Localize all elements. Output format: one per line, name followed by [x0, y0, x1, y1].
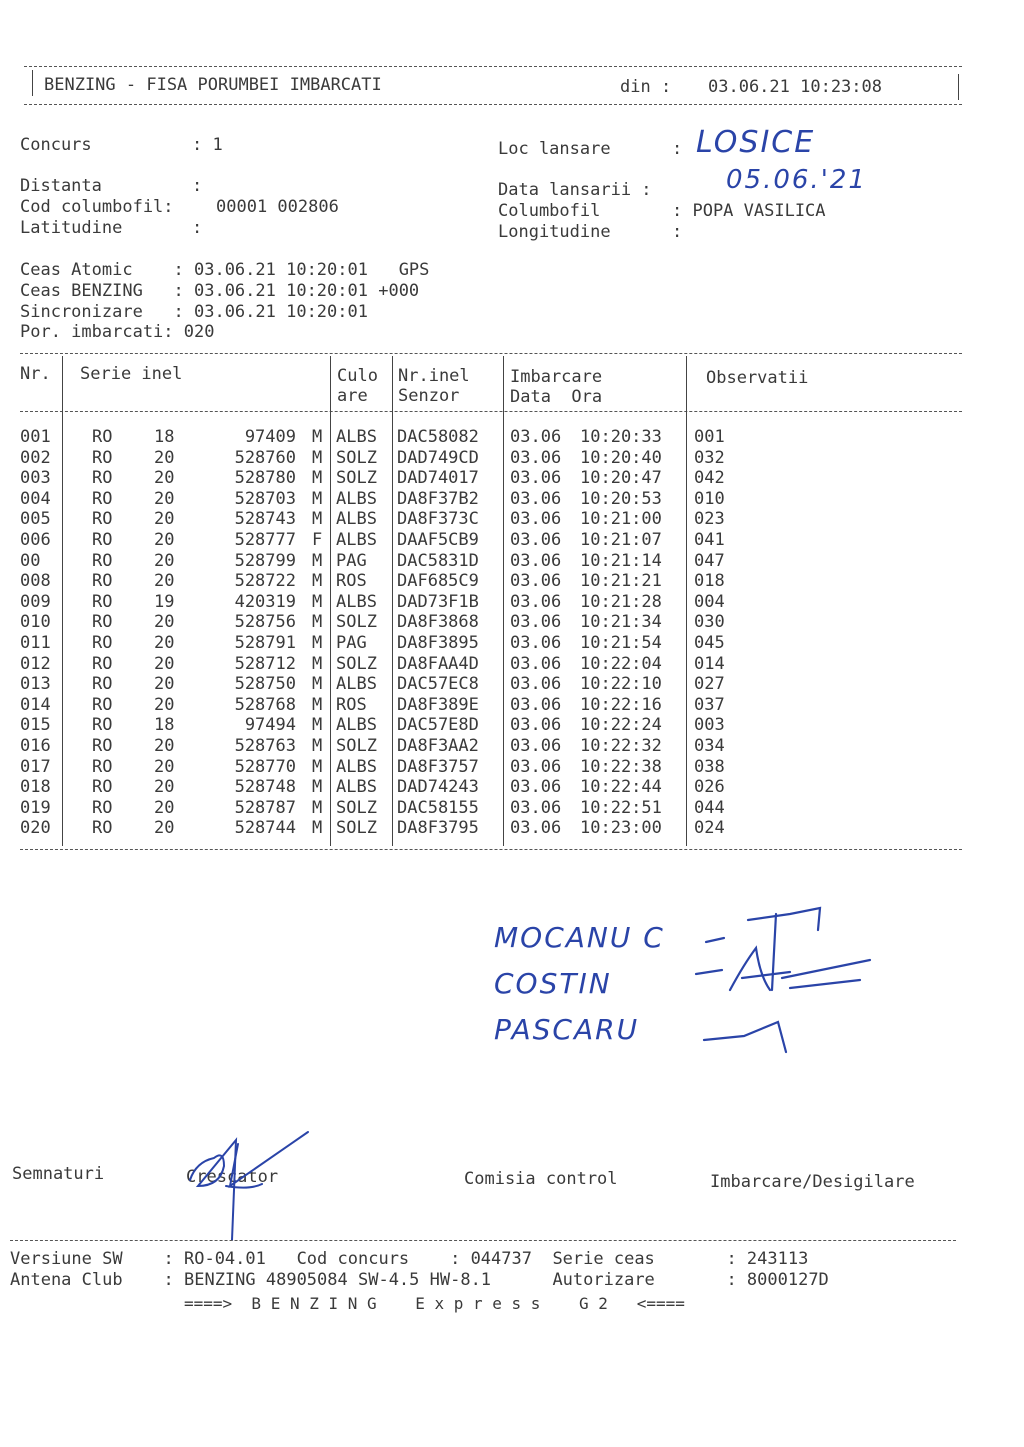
row-sensor: DAD74017 [397, 468, 479, 489]
row-time: 10:20:40 [580, 447, 662, 468]
row-date: 03.06 [510, 756, 562, 777]
ceas-benzing-line: Ceas BENZING : 03.06.21 10:20:01 +000 [20, 281, 420, 301]
row-sex: M [312, 468, 323, 489]
row-time: 10:20:33 [580, 427, 662, 447]
row-sex: M [312, 674, 323, 695]
row-color: ALBS [336, 488, 377, 509]
row-observation: 037 [694, 694, 725, 715]
concurs-value: : 1 [192, 135, 223, 155]
row-sensor: DAC5831D [397, 550, 479, 571]
row-ring-number: 420319 [234, 591, 296, 612]
row-country: RO [92, 797, 113, 818]
row-sex: F [312, 530, 323, 550]
footer-line-1: Versiune SW : RO-04.01 Cod concurs : 044737 Serie ceas : 243113 [10, 1249, 809, 1269]
semnaturi-label: Semnaturi [12, 1164, 105, 1184]
row-year: 20 [154, 736, 175, 756]
row-ring-number: 528777 [234, 530, 296, 550]
row-observation: 030 [694, 612, 725, 633]
footer-rule [10, 1240, 956, 1241]
row-nr: 009 [20, 591, 51, 612]
row-color: ALBS [336, 674, 377, 695]
row-ring-number: 528743 [234, 509, 296, 530]
row-sex: M [312, 797, 323, 818]
row-color: SOLZ [336, 653, 377, 674]
row-year: 20 [154, 612, 175, 633]
row-year: 20 [154, 633, 175, 653]
row-country: RO [92, 509, 113, 530]
print-date-label: din : [620, 77, 672, 97]
handwritten-name-1: MOCANU C [494, 921, 665, 954]
row-year: 18 [154, 715, 175, 736]
longitudine-label: Longitudine [498, 222, 611, 242]
row-observation: 041 [694, 530, 725, 550]
data-lansarii-handwritten: 05.06.'21 [726, 165, 867, 195]
row-time: 10:21:00 [580, 509, 662, 530]
row-year: 20 [154, 694, 175, 715]
row-color: ALBS [336, 509, 377, 530]
row-color: SOLZ [336, 797, 377, 818]
row-year: 20 [154, 674, 175, 695]
row-sensor: DA8F3868 [397, 612, 479, 633]
row-nr: 020 [20, 818, 51, 839]
row-date: 03.06 [510, 633, 562, 653]
row-color: ALBS [336, 530, 377, 550]
sincronizare-line: Sincronizare : 03.06.21 10:20:01 [20, 302, 368, 322]
row-country: RO [92, 550, 113, 571]
row-sensor: DA8FAA4D [397, 653, 479, 674]
row-ring-number: 528744 [234, 818, 296, 839]
row-nr: 008 [20, 571, 51, 592]
cod-columbofil-label: Cod columbofil: [20, 197, 174, 217]
latitudine-label: Latitudine [20, 218, 123, 238]
row-sex: M [312, 447, 323, 468]
row-observation: 042 [694, 468, 725, 489]
row-country: RO [92, 530, 113, 550]
row-year: 20 [154, 447, 175, 468]
row-time: 10:21:07 [580, 530, 662, 550]
row-observation: 026 [694, 777, 725, 798]
row-year: 20 [154, 797, 175, 818]
row-time: 10:22:10 [580, 674, 662, 695]
distanta-value: : [192, 176, 203, 196]
row-time: 10:22:24 [580, 715, 662, 736]
row-sensor: DA8F3AA2 [397, 736, 479, 756]
row-ring-number: 528768 [234, 694, 296, 715]
row-sensor: DA8F3795 [397, 818, 479, 839]
row-observation: 014 [694, 653, 725, 674]
row-observation: 034 [694, 736, 725, 756]
row-sex: M [312, 509, 323, 530]
row-color: ROS [336, 694, 367, 715]
row-observation: 047 [694, 550, 725, 571]
comisia-control-label: Comisia control [464, 1169, 618, 1189]
row-date: 03.06 [510, 488, 562, 509]
row-date: 03.06 [510, 797, 562, 818]
print-date-value: 03.06.21 10:23:08 [708, 77, 882, 97]
row-date: 03.06 [510, 447, 562, 468]
row-year: 19 [154, 591, 175, 612]
row-nr: 010 [20, 612, 51, 633]
col-header-observatii: Observatii [706, 368, 809, 388]
loc-lansare-colon: : [672, 139, 683, 159]
row-time: 10:22:38 [580, 756, 662, 777]
row-nr: 014 [20, 694, 51, 715]
row-ring-number: 528780 [234, 468, 296, 489]
row-sensor: DAD74243 [397, 777, 479, 798]
row-time: 10:22:44 [580, 777, 662, 798]
row-time: 10:22:51 [580, 797, 662, 818]
col-header-culoare-1: Culo [337, 366, 378, 386]
row-color: ALBS [336, 777, 377, 798]
handwritten-name-3: PASCARU [494, 1013, 640, 1046]
row-date: 03.06 [510, 468, 562, 489]
columbofil-value: : POPA VASILICA [672, 201, 826, 221]
row-sex: M [312, 571, 323, 592]
row-country: RO [92, 633, 113, 653]
row-year: 20 [154, 530, 175, 550]
row-color: PAG [336, 550, 367, 571]
col-header-serie: Serie inel [80, 364, 183, 384]
row-time: 10:22:16 [580, 694, 662, 715]
row-color: SOLZ [336, 736, 377, 756]
row-nr: 019 [20, 797, 51, 818]
row-year: 18 [154, 427, 175, 447]
row-country: RO [92, 715, 113, 736]
row-ring-number: 528791 [234, 633, 296, 653]
row-sensor: DAF685C9 [397, 571, 479, 592]
row-ring-number: 528756 [234, 612, 296, 633]
row-year: 20 [154, 653, 175, 674]
row-country: RO [92, 427, 113, 447]
row-sex: M [312, 715, 323, 736]
row-date: 03.06 [510, 694, 562, 715]
row-year: 20 [154, 488, 175, 509]
row-nr: 017 [20, 756, 51, 777]
loc-lansare-label: Loc lansare [498, 139, 611, 159]
row-time: 10:21:34 [580, 612, 662, 633]
row-ring-number: 528703 [234, 488, 296, 509]
data-lansarii-label: Data lansarii : [498, 180, 652, 200]
row-date: 03.06 [510, 674, 562, 695]
row-sex: M [312, 550, 323, 571]
row-time: 10:22:04 [580, 653, 662, 674]
row-date: 03.06 [510, 736, 562, 756]
row-observation: 004 [694, 591, 725, 612]
ceas-atomic-line: Ceas Atomic : 03.06.21 10:20:01 GPS [20, 260, 430, 280]
row-observation: 001 [694, 427, 725, 447]
row-observation: 032 [694, 447, 725, 468]
row-observation: 045 [694, 633, 725, 653]
row-nr: 00 [20, 550, 41, 571]
row-ring-number: 528787 [234, 797, 296, 818]
row-sensor: DA8F3895 [397, 633, 479, 653]
row-observation: 018 [694, 571, 725, 592]
row-sex: M [312, 818, 323, 839]
row-nr: 015 [20, 715, 51, 736]
row-country: RO [92, 674, 113, 695]
row-country: RO [92, 777, 113, 798]
row-color: ALBS [336, 756, 377, 777]
row-ring-number: 528712 [234, 653, 296, 674]
col-header-imbarcare-1: Imbarcare [510, 367, 603, 387]
row-sensor: DAC57E8D [397, 715, 479, 736]
row-time: 10:20:53 [580, 488, 662, 509]
row-sex: M [312, 633, 323, 653]
columbofil-label: Columbofil [498, 201, 601, 221]
row-ring-number: 528722 [234, 571, 296, 592]
row-date: 03.06 [510, 550, 562, 571]
row-nr: 001 [20, 427, 51, 447]
row-time: 10:21:54 [580, 633, 662, 653]
cod-columbofil-value: 00001 002806 [216, 197, 339, 217]
row-date: 03.06 [510, 571, 562, 592]
row-sensor: DAC58155 [397, 797, 479, 818]
row-observation: 038 [694, 756, 725, 777]
row-color: ALBS [336, 427, 377, 447]
row-color: PAG [336, 633, 367, 653]
loc-lansare-handwritten: LOSICE [696, 125, 816, 160]
row-nr: 018 [20, 777, 51, 798]
row-nr: 013 [20, 674, 51, 695]
row-sensor: DA8F373C [397, 509, 479, 530]
crescator-label: Crescator [186, 1167, 279, 1187]
row-nr: 011 [20, 633, 51, 653]
row-sensor: DAC57EC8 [397, 674, 479, 695]
row-nr: 006 [20, 530, 51, 550]
porumbei-imbarcati-line: Por. imbarcati: 020 [20, 322, 215, 342]
row-date: 03.06 [510, 591, 562, 612]
handwritten-name-2: COSTIN [494, 967, 612, 1000]
row-nr: 004 [20, 488, 51, 509]
row-ring-number: 528770 [234, 756, 296, 777]
col-header-nr: Nr. [20, 364, 51, 384]
row-nr: 012 [20, 653, 51, 674]
row-country: RO [92, 591, 113, 612]
row-date: 03.06 [510, 653, 562, 674]
footer-line-3: ====> B E N Z I N G E x p r e s s G 2 <==== [184, 1294, 685, 1313]
row-country: RO [92, 756, 113, 777]
row-ring-number: 528750 [234, 674, 296, 695]
row-time: 10:22:32 [580, 736, 662, 756]
longitudine-value: : [672, 222, 683, 242]
row-country: RO [92, 736, 113, 756]
row-date: 03.06 [510, 612, 562, 633]
row-observation: 003 [694, 715, 725, 736]
imbarcare-desigilare-label: Imbarcare/Desigilare [710, 1172, 915, 1192]
row-sex: M [312, 777, 323, 798]
row-sex: M [312, 653, 323, 674]
row-sensor: DA8F3757 [397, 756, 479, 777]
row-color: SOLZ [336, 818, 377, 839]
row-color: SOLZ [336, 612, 377, 633]
row-ring-number: 528760 [234, 447, 296, 468]
row-year: 20 [154, 550, 175, 571]
row-date: 03.06 [510, 509, 562, 530]
row-year: 20 [154, 777, 175, 798]
row-sensor: DAD749CD [397, 447, 479, 468]
col-header-imbarcare-2: Data Ora [510, 387, 603, 407]
row-date: 03.06 [510, 715, 562, 736]
row-time: 10:23:00 [580, 818, 662, 839]
row-sex: M [312, 591, 323, 612]
row-sex: M [312, 756, 323, 777]
row-year: 20 [154, 468, 175, 489]
row-time: 10:21:14 [580, 550, 662, 571]
row-year: 20 [154, 818, 175, 839]
row-observation: 024 [694, 818, 725, 839]
document-title: BENZING - FISA PORUMBEI IMBARCATI [44, 75, 382, 95]
row-year: 20 [154, 571, 175, 592]
col-header-nrinel-1: Nr.inel [398, 366, 470, 386]
row-country: RO [92, 653, 113, 674]
row-color: SOLZ [336, 447, 377, 468]
row-time: 10:21:28 [580, 591, 662, 612]
row-country: RO [92, 818, 113, 839]
row-observation: 027 [694, 674, 725, 695]
col-header-nrinel-2: Senzor [398, 386, 460, 406]
row-date: 03.06 [510, 818, 562, 839]
row-sensor: DAC58082 [397, 427, 479, 447]
row-country: RO [92, 612, 113, 633]
concurs-label: Concurs [20, 135, 92, 155]
row-observation: 010 [694, 488, 725, 509]
row-nr: 002 [20, 447, 51, 468]
row-country: RO [92, 468, 113, 489]
row-country: RO [92, 694, 113, 715]
row-country: RO [92, 488, 113, 509]
row-nr: 005 [20, 509, 51, 530]
row-color: ALBS [336, 591, 377, 612]
row-color: SOLZ [336, 468, 377, 489]
row-time: 10:21:21 [580, 571, 662, 592]
row-year: 20 [154, 756, 175, 777]
row-country: RO [92, 447, 113, 468]
col-header-culoare-2: are [337, 386, 368, 406]
row-ring-number: 528763 [234, 736, 296, 756]
row-country: RO [92, 571, 113, 592]
row-sex: M [312, 427, 323, 447]
row-ring-number: 97494 [244, 715, 296, 736]
row-observation: 023 [694, 509, 725, 530]
row-sensor: DA8F37B2 [397, 488, 479, 509]
row-sensor: DA8F389E [397, 694, 479, 715]
row-year: 20 [154, 509, 175, 530]
row-date: 03.06 [510, 777, 562, 798]
row-date: 03.06 [510, 427, 562, 447]
row-sex: M [312, 488, 323, 509]
row-sex: M [312, 736, 323, 756]
row-ring-number: 97409 [244, 427, 296, 447]
row-color: ALBS [336, 715, 377, 736]
distanta-label: Distanta [20, 176, 102, 196]
row-sensor: DAAF5CB9 [397, 530, 479, 550]
row-ring-number: 528748 [234, 777, 296, 798]
footer-line-2: Antena Club : BENZING 48905084 SW-4.5 HW-8.1 Autorizare : 8000127D [10, 1270, 829, 1290]
row-color: ROS [336, 571, 367, 592]
latitudine-value: : [192, 218, 203, 238]
row-time: 10:20:47 [580, 468, 662, 489]
row-nr: 016 [20, 736, 51, 756]
row-observation: 044 [694, 797, 725, 818]
row-sex: M [312, 612, 323, 633]
row-date: 03.06 [510, 530, 562, 550]
row-sex: M [312, 694, 323, 715]
row-ring-number: 528799 [234, 550, 296, 571]
row-nr: 003 [20, 468, 51, 489]
row-sensor: DAD73F1B [397, 591, 479, 612]
